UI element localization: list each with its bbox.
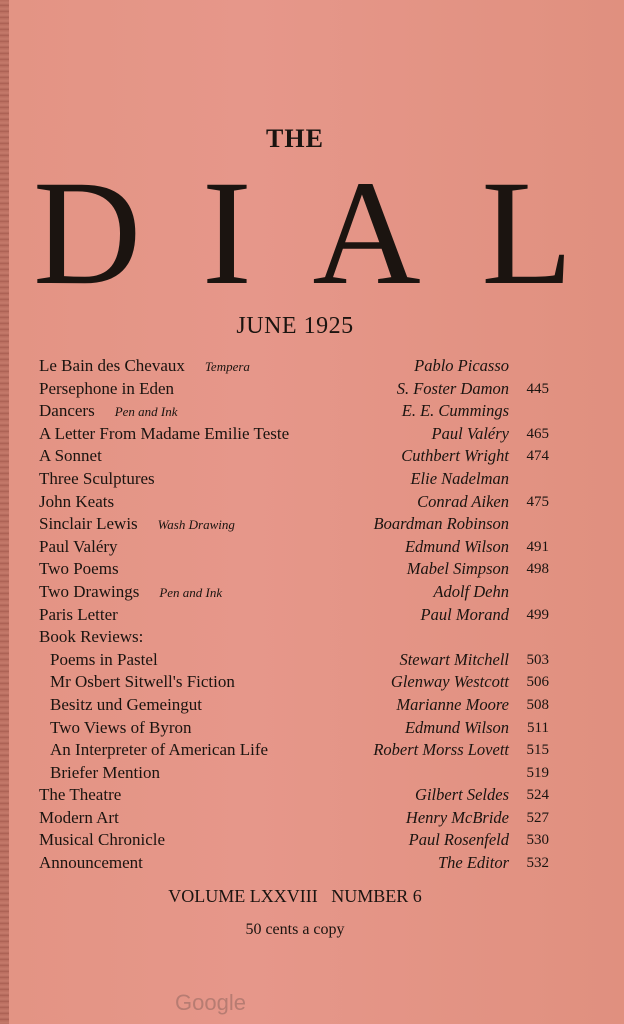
- toc-title: [50, 671, 235, 693]
- toc-title: [50, 762, 160, 784]
- toc-title-text: Book Reviews:: [39, 627, 144, 647]
- toc-author: Mabel Simpson: [406, 559, 509, 579]
- toc-title-text: A Sonnet: [39, 446, 102, 466]
- masthead-letter-d: D: [33, 150, 142, 316]
- toc-page-number: 475: [526, 493, 549, 510]
- toc-author: Gilbert Seldes: [415, 785, 509, 805]
- toc-author: Glenway Westcott: [390, 672, 509, 692]
- toc-row: [39, 558, 559, 581]
- toc-title: [39, 423, 289, 445]
- toc-row: [39, 536, 559, 559]
- toc-title: [39, 491, 114, 513]
- toc-page-number: 465: [526, 425, 549, 442]
- toc-title: [39, 604, 118, 626]
- toc-author: Paul Valéry: [431, 423, 509, 443]
- toc-title-text: Paris Letter: [39, 604, 118, 624]
- masthead-letter-l: L: [481, 150, 573, 316]
- toc-author: Paul Rosenfeld: [408, 830, 509, 850]
- price: 50 cents a copy: [245, 921, 345, 938]
- google-watermark: Google: [175, 990, 246, 1015]
- toc-author: Boardman Robinson: [373, 514, 509, 534]
- toc-row: [39, 468, 559, 491]
- toc-row: [39, 378, 559, 401]
- toc-row: [39, 581, 559, 604]
- toc-author: Pablo Picasso: [414, 356, 509, 375]
- toc-row: [39, 717, 559, 740]
- toc-title-text: Musical Chronicle: [39, 830, 166, 850]
- toc-title-text: Besitz und Gemeingut: [50, 694, 203, 714]
- toc-page-number: 519: [526, 764, 549, 781]
- toc-title: [39, 378, 174, 400]
- toc-page-number: 524: [526, 787, 549, 804]
- toc-row: [39, 400, 559, 423]
- toc-title-text: Modern Art: [39, 807, 119, 827]
- toc-title-text: Poems in Pastel: [50, 649, 158, 669]
- toc-row: [39, 626, 559, 649]
- toc-title: [39, 400, 178, 423]
- toc-title: [39, 581, 222, 604]
- toc-author: Edmund Wilson: [404, 536, 509, 556]
- toc-row: [39, 355, 559, 378]
- toc-row: [39, 739, 559, 762]
- toc-title: [50, 717, 192, 739]
- toc-title: [39, 536, 118, 558]
- toc-page-number: 499: [526, 606, 549, 623]
- toc-row: [39, 784, 559, 807]
- masthead-letter-i: I: [201, 150, 252, 316]
- masthead-letter-a: A: [312, 150, 421, 316]
- toc-title-text: Two Views of Byron: [50, 717, 192, 737]
- toc-row: [39, 445, 559, 468]
- toc-title: [39, 468, 155, 490]
- toc-page-number: 508: [526, 696, 549, 713]
- toc-author: Marianne Moore: [396, 694, 509, 714]
- toc-row: [39, 671, 559, 694]
- toc-title-text: Paul Valéry: [39, 536, 118, 556]
- toc-title-text: Two Drawings: [39, 581, 140, 601]
- toc-title: [39, 355, 250, 378]
- toc-title-text: Le Bain des Chevaux: [39, 356, 185, 375]
- toc-title-text: An Interpreter of American Life: [50, 740, 269, 760]
- toc-medium: Pen and Ink: [159, 584, 223, 600]
- toc-page-number: 515: [526, 742, 549, 759]
- toc-author: Elie Nadelman: [410, 468, 509, 488]
- toc-title: [50, 694, 202, 716]
- toc-page-number: 511: [527, 719, 549, 736]
- toc-medium: Wash Drawing: [157, 517, 235, 533]
- toc-title-text: Announcement: [39, 853, 143, 873]
- toc-title-text: John Keats: [39, 491, 115, 511]
- toc-author: S. Foster Damon: [396, 378, 509, 398]
- toc-title-text: Persephone in Eden: [39, 378, 175, 398]
- toc-row: [39, 604, 559, 627]
- masthead-title: [33, 150, 573, 316]
- toc-row: [39, 423, 559, 446]
- toc-row: [39, 762, 559, 785]
- toc-title-text: Dancers: [39, 401, 95, 421]
- toc-title: [39, 558, 119, 580]
- toc-author: E. E. Cummings: [401, 401, 509, 421]
- toc-title: [39, 445, 102, 467]
- toc-title: [50, 649, 158, 671]
- toc-author: Conrad Aiken: [417, 491, 509, 511]
- toc-page-number: 445: [526, 380, 549, 397]
- toc-page-number: 527: [526, 809, 549, 826]
- toc-page-number: 498: [526, 561, 549, 578]
- table-of-contents: [39, 355, 559, 875]
- toc-title-text: Two Poems: [39, 559, 119, 579]
- toc-author: Robert Morss Lovett: [373, 740, 509, 760]
- toc-title-text: Sinclair Lewis: [39, 514, 138, 534]
- volume-number: VOLUME LXXVIII NUMBER 6: [168, 886, 422, 906]
- issue-date: JUNE 1925: [236, 313, 354, 339]
- toc-title: [39, 852, 143, 874]
- toc-title-text: The Theatre: [39, 785, 122, 805]
- toc-title-text: Three Sculptures: [39, 468, 155, 488]
- toc-title: [39, 784, 121, 806]
- toc-title-text: A Letter From Madame Emilie Teste: [39, 423, 290, 443]
- toc-row: [39, 694, 559, 717]
- toc-title: [39, 513, 235, 536]
- toc-row: [39, 649, 559, 672]
- toc-row: [39, 852, 559, 875]
- toc-row: [39, 807, 559, 830]
- toc-title: [39, 626, 143, 648]
- toc-title: [39, 829, 165, 851]
- toc-row: [39, 829, 559, 852]
- toc-page-number: 503: [526, 651, 549, 668]
- toc-page-number: 506: [526, 674, 549, 691]
- toc-page-number: 532: [526, 855, 549, 872]
- toc-author: Paul Morand: [420, 604, 509, 624]
- toc-row: [39, 491, 559, 514]
- toc-author: Henry McBride: [405, 807, 509, 827]
- toc-author: Stewart Mitchell: [399, 649, 509, 669]
- toc-author: Adolf Dehn: [433, 581, 509, 601]
- toc-title: [39, 807, 119, 829]
- toc-author: Edmund Wilson: [404, 717, 509, 737]
- toc-title-text: Mr Osbert Sitwell's Fiction: [50, 672, 235, 692]
- toc-title-text: Briefer Mention: [50, 762, 160, 782]
- toc-page-number: 474: [526, 448, 549, 465]
- toc-title: [50, 739, 268, 761]
- toc-author: Cuthbert Wright: [401, 446, 509, 466]
- toc-row: [39, 513, 559, 536]
- toc-medium: Pen and Ink: [114, 404, 178, 420]
- toc-page-number: 491: [526, 538, 549, 555]
- masthead-the: THE: [266, 124, 324, 153]
- toc-page-number: 530: [526, 832, 549, 849]
- toc-medium: Tempera: [204, 359, 250, 374]
- toc-author: The Editor: [437, 853, 509, 873]
